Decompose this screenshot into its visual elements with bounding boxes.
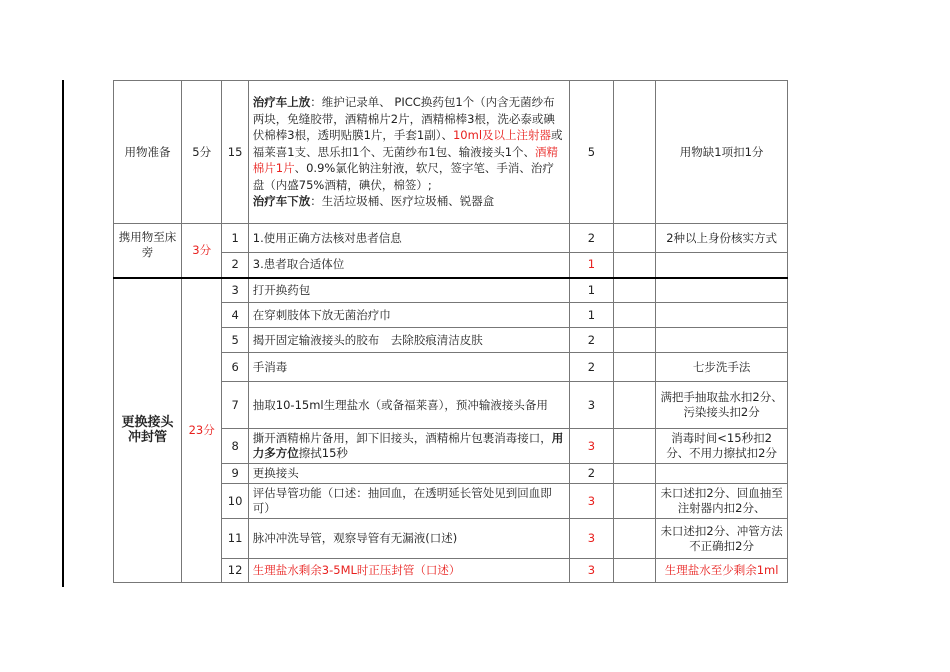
- standard-score: 3: [570, 484, 614, 519]
- standard-score: 3: [570, 559, 614, 583]
- standard-score: 1: [570, 303, 614, 328]
- note: [656, 464, 788, 484]
- item-no: 5: [222, 328, 248, 353]
- item-no: 11: [222, 519, 248, 559]
- item-content: 撕开酒精棉片备用，卸下旧接头，酒精棉片包裹消毒接口，用力多方位擦拭15秒: [248, 429, 569, 464]
- item-no: 4: [222, 303, 248, 328]
- deduction-cell: [613, 81, 656, 224]
- left-border-line: [62, 80, 64, 587]
- item-no: 2: [222, 253, 248, 278]
- standard-score: 2: [570, 464, 614, 484]
- note: 七步洗手法: [656, 353, 788, 382]
- note: 2种以上身份核实方式: [656, 224, 788, 253]
- standard-score: 1: [570, 253, 614, 278]
- item-no: 7: [222, 382, 248, 429]
- deduction-cell: [613, 484, 656, 519]
- item-content: 更换接头: [248, 464, 569, 484]
- category-bedside: 携用物至床旁: [114, 224, 182, 278]
- category-prep: 用物准备: [114, 81, 182, 224]
- note: 生理盐水至少剩余1ml: [656, 559, 788, 583]
- standard-score: 2: [570, 224, 614, 253]
- item-content: 抽取10-15ml生理盐水（或备福莱喜），预冲输液接头备用: [248, 382, 569, 429]
- note: 满把手抽取盐水扣2分、污染接头扣2分: [656, 382, 788, 429]
- deduction-cell: [613, 353, 656, 382]
- item-no: 1: [222, 224, 248, 253]
- standard-score: 3: [570, 519, 614, 559]
- assessment-table: [113, 80, 788, 583]
- deduction-cell: [613, 328, 656, 353]
- deduction-cell: [613, 382, 656, 429]
- score-bedside: 3分: [181, 224, 222, 278]
- standard-score: 2: [570, 353, 614, 382]
- note: [656, 328, 788, 353]
- item-content: 打开换药包: [248, 278, 569, 303]
- deduction-cell: [613, 519, 656, 559]
- item-content: 1.使用正确方法核对患者信息: [248, 224, 569, 253]
- item-no: 3: [222, 278, 248, 303]
- note: 未口述扣2分、回血抽至注射器内扣2分、: [656, 484, 788, 519]
- deduction-cell: [613, 429, 656, 464]
- deduction-cell: [613, 224, 656, 253]
- item-content: 在穿刺肢体下放无菌治疗巾: [248, 303, 569, 328]
- item-no: 10: [222, 484, 248, 519]
- note-prep: 用物缺1项扣1分: [656, 81, 788, 224]
- standard-score: 3: [570, 382, 614, 429]
- note: [656, 303, 788, 328]
- table-row: [114, 224, 788, 253]
- item-content: 手消毒: [248, 353, 569, 382]
- item-content: 揭开固定输液接头的胶布 去除胶痕清洁皮肤: [248, 328, 569, 353]
- note: [656, 253, 788, 278]
- score-replace: 23分: [181, 278, 222, 583]
- standard-score: 1: [570, 278, 614, 303]
- standard-score: 5: [570, 81, 614, 224]
- deduction-cell: [613, 253, 656, 278]
- item-no: 15: [222, 81, 248, 224]
- deduction-cell: [613, 303, 656, 328]
- deduction-cell: [613, 278, 656, 303]
- score-prep: 5分: [181, 81, 222, 224]
- item-content: 3.患者取合适体位: [248, 253, 569, 278]
- table-row: [114, 278, 788, 303]
- item-content: 脉冲冲洗导管，观察导管有无漏液(口述): [248, 519, 569, 559]
- category-replace: 更换接头冲封管: [114, 278, 182, 583]
- deduction-cell: [613, 464, 656, 484]
- item-no: 8: [222, 429, 248, 464]
- item-content-prep: 治疗车上放：维护记录单、 PICC换药包1个（内含无菌纱布两块，免缝胶带，酒精棉片2片，酒精棉棒3根，洗必泰或碘伏棉棒3根，透明贴膜1片，手套1副）、10ml及以上注射器或福莱喜1支、思乐扣1个、无菌纱布1包、输液接头1个、酒精棉片1片、0.9%氯化钠注射液，软尺，签字笔、手消、治疗盘（内盛75%酒精，碘伏，棉签）; 治疗车下放：生活垃圾桶、医疗垃圾桶、锐器盒: [248, 81, 569, 224]
- standard-score: 3: [570, 429, 614, 464]
- item-no: 9: [222, 464, 248, 484]
- note: [656, 278, 788, 303]
- item-no: 12: [222, 559, 248, 583]
- deduction-cell: [613, 559, 656, 583]
- note: 消毒时间<15秒扣2分、不用力擦拭扣2分: [656, 429, 788, 464]
- item-content: 评估导管功能（口述：抽回血，在透明延长管处见到回血即可）: [248, 484, 569, 519]
- item-content: 生理盐水剩余3-5ML时正压封管（口述）: [248, 559, 569, 583]
- standard-score: 2: [570, 328, 614, 353]
- table-row-prep: [114, 81, 788, 224]
- item-no: 6: [222, 353, 248, 382]
- note: 未口述扣2分、冲管方法不正确扣2分: [656, 519, 788, 559]
